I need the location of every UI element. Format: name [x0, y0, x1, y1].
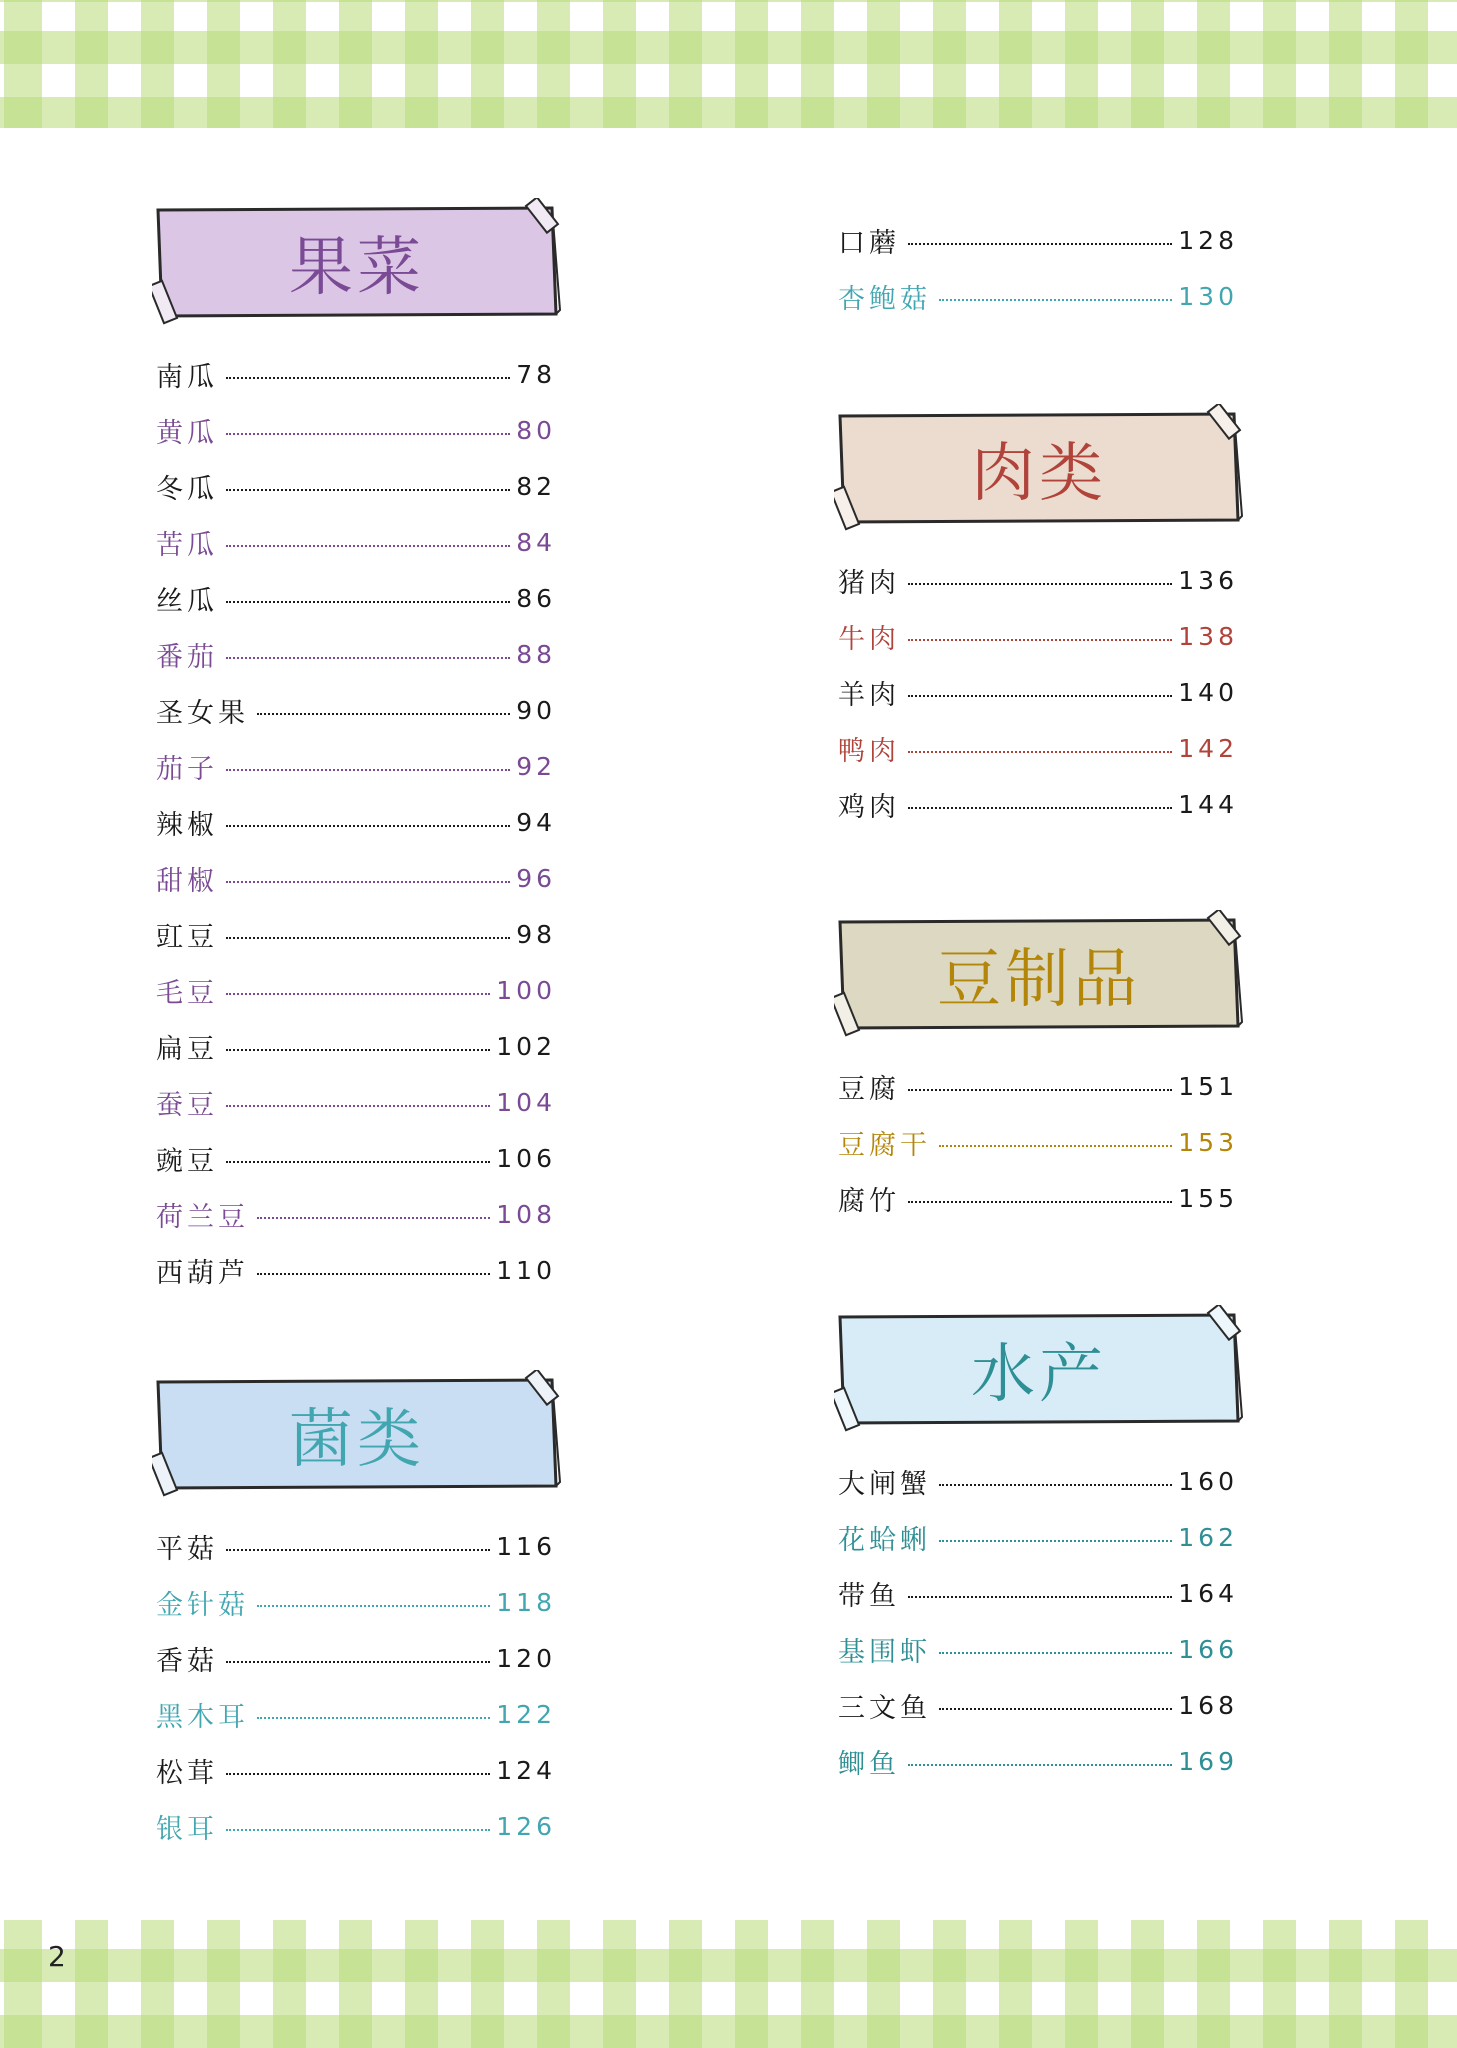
- toc-entry[interactable]: [838, 1733, 1238, 1789]
- entry-page-number: 118: [496, 1587, 556, 1617]
- entry-label: 带鱼: [838, 1580, 900, 1612]
- toc-entry[interactable]: [838, 1621, 1238, 1677]
- entry-page-number: 142: [1178, 733, 1238, 763]
- dot-leader: [257, 713, 510, 715]
- toc-entry[interactable]: [838, 776, 1238, 832]
- dot-leader: [908, 1764, 1172, 1766]
- entry-label: 腐竹: [838, 1185, 900, 1217]
- entry-page-number: 116: [496, 1531, 556, 1561]
- toc-entry[interactable]: [156, 1074, 556, 1130]
- dot-leader: [908, 1201, 1172, 1203]
- entry-label: 金针菇: [156, 1589, 249, 1621]
- toc-entry[interactable]: [156, 906, 556, 962]
- dot-leader: [226, 769, 510, 771]
- section-roulei: [838, 404, 1238, 823]
- section-title-shuichan: 水产: [971, 1338, 1107, 1412]
- section-title-roulei: 肉类: [971, 437, 1107, 511]
- entry-label: 豆腐: [838, 1073, 900, 1105]
- entry-label: 基围虾: [838, 1636, 931, 1668]
- entry-page-number: 126: [496, 1811, 556, 1841]
- toc-entry[interactable]: [156, 1742, 556, 1798]
- section-douzhipin: [838, 910, 1238, 1217]
- entry-page-number: 128: [1178, 225, 1238, 255]
- entry-page-number: 155: [1178, 1183, 1238, 1213]
- entry-label: 平菇: [156, 1533, 218, 1565]
- entry-label: 香菇: [156, 1645, 218, 1677]
- section-banner-douzhipin: [834, 910, 1254, 1038]
- dot-leader: [226, 657, 510, 659]
- entry-page-number: 86: [516, 583, 556, 613]
- section-banner-shuichan: [834, 1305, 1254, 1433]
- dot-leader: [226, 1773, 490, 1775]
- toc-entry[interactable]: [838, 1509, 1238, 1565]
- section-title-junlei: 菌类: [289, 1403, 425, 1477]
- toc-entry[interactable]: [838, 1058, 1238, 1114]
- entry-page-number: 110: [496, 1255, 556, 1285]
- entry-page-number: 169: [1178, 1746, 1238, 1776]
- entry-list-roulei: [838, 552, 1238, 832]
- toc-entry[interactable]: [156, 1686, 556, 1742]
- dot-leader: [257, 1717, 490, 1719]
- toc-entry[interactable]: [838, 268, 1238, 324]
- entry-page-number: 78: [516, 359, 556, 389]
- entry-label: 豇豆: [156, 921, 218, 953]
- dot-leader: [908, 639, 1172, 641]
- entry-page-number: 153: [1178, 1127, 1238, 1157]
- toc-entry[interactable]: [156, 682, 556, 738]
- dot-leader: [226, 1661, 490, 1663]
- entry-page-number: 96: [516, 863, 556, 893]
- dot-leader: [908, 751, 1172, 753]
- checkered-bottom-band: [0, 1920, 1457, 2048]
- dot-leader: [908, 1089, 1172, 1091]
- toc-entry[interactable]: [838, 552, 1238, 608]
- toc-entry[interactable]: [156, 794, 556, 850]
- toc-entry[interactable]: [156, 514, 556, 570]
- entry-page-number: 164: [1178, 1578, 1238, 1608]
- toc-entry[interactable]: [156, 850, 556, 906]
- toc-entry[interactable]: [838, 1453, 1238, 1509]
- entry-page-number: 136: [1178, 565, 1238, 595]
- entry-label: 甜椒: [156, 865, 218, 897]
- entry-page-number: 104: [496, 1087, 556, 1117]
- entry-page-number: 138: [1178, 621, 1238, 651]
- entry-page-number: 166: [1178, 1634, 1238, 1664]
- entry-page-number: 168: [1178, 1690, 1238, 1720]
- entry-label: 松茸: [156, 1757, 218, 1789]
- toc-entry[interactable]: [838, 1114, 1238, 1170]
- dot-leader: [226, 825, 510, 827]
- entry-label: 大闸蟹: [838, 1468, 931, 1500]
- entry-label: 杏鲍菇: [838, 283, 931, 315]
- dot-leader: [939, 1708, 1172, 1710]
- dot-leader: [226, 1549, 490, 1551]
- section-shuichan: [838, 1305, 1238, 1780]
- entry-page-number: 151: [1178, 1071, 1238, 1101]
- checkered-top-band: [0, 0, 1457, 128]
- dot-leader: [226, 489, 510, 491]
- entry-label: 黄瓜: [156, 417, 218, 449]
- entry-page-number: 122: [496, 1699, 556, 1729]
- entry-label: 鸭肉: [838, 735, 900, 767]
- section-title-douzhipin: 豆制品: [937, 943, 1141, 1017]
- toc-entry[interactable]: [838, 1170, 1238, 1226]
- entry-label: 圣女果: [156, 697, 249, 729]
- entry-page-number: 102: [496, 1031, 556, 1061]
- section-junlei: [156, 1370, 556, 1845]
- entry-list-shuichan: [838, 1453, 1238, 1789]
- section-guocai: [156, 198, 556, 1289]
- toc-entry[interactable]: [156, 346, 556, 402]
- toc-entry[interactable]: [156, 738, 556, 794]
- section-banner-junlei: [152, 1370, 572, 1498]
- dot-leader: [226, 1829, 490, 1831]
- dot-leader: [226, 433, 510, 435]
- toc-entry[interactable]: [156, 1574, 556, 1630]
- dot-leader: [908, 583, 1172, 585]
- entry-label: 口蘑: [838, 227, 900, 259]
- toc-entry[interactable]: [156, 1186, 556, 1242]
- toc-entry[interactable]: [156, 1018, 556, 1074]
- dot-leader: [226, 1049, 490, 1051]
- entry-page-number: 90: [516, 695, 556, 725]
- entry-label: 茄子: [156, 753, 218, 785]
- entry-page-number: 106: [496, 1143, 556, 1173]
- entry-list-douzhipin: [838, 1058, 1238, 1226]
- entry-list-junlei-continued: [838, 212, 1238, 324]
- toc-entry[interactable]: [838, 664, 1238, 720]
- dot-leader: [939, 1652, 1172, 1654]
- section-title-guocai: 果菜: [289, 231, 425, 305]
- toc-entry[interactable]: [838, 1565, 1238, 1621]
- dot-leader: [908, 695, 1172, 697]
- entry-page-number: 84: [516, 527, 556, 557]
- entry-page-number: 124: [496, 1755, 556, 1785]
- entry-label: 毛豆: [156, 977, 218, 1009]
- toc-entry[interactable]: [838, 720, 1238, 776]
- entry-label: 南瓜: [156, 361, 218, 393]
- entry-page-number: 130: [1178, 281, 1238, 311]
- dot-leader: [226, 993, 490, 995]
- entry-label: 辣椒: [156, 809, 218, 841]
- entry-label: 豆腐干: [838, 1129, 931, 1161]
- toc-entry[interactable]: [838, 212, 1238, 268]
- entry-label: 花蛤蜊: [838, 1524, 931, 1556]
- toc-entry[interactable]: [838, 608, 1238, 664]
- entry-label: 番茄: [156, 641, 218, 673]
- dot-leader: [257, 1605, 490, 1607]
- toc-entry[interactable]: [156, 1242, 556, 1298]
- dot-leader: [939, 299, 1172, 301]
- entry-label: 西葫芦: [156, 1257, 249, 1289]
- entry-label: 苦瓜: [156, 529, 218, 561]
- dot-leader: [226, 937, 510, 939]
- dot-leader: [939, 1540, 1172, 1542]
- entry-label: 猪肉: [838, 567, 900, 599]
- toc-entry[interactable]: [156, 1518, 556, 1574]
- entry-page-number: 100: [496, 975, 556, 1005]
- entry-label: 羊肉: [838, 679, 900, 711]
- entry-page-number: 160: [1178, 1466, 1238, 1496]
- section-banner-guocai: [152, 198, 572, 326]
- dot-leader: [226, 377, 510, 379]
- entry-page-number: 82: [516, 471, 556, 501]
- entry-label: 蚕豆: [156, 1089, 218, 1121]
- entry-label: 牛肉: [838, 623, 900, 655]
- dot-leader: [908, 243, 1172, 245]
- dot-leader: [226, 881, 510, 883]
- entry-label: 三文鱼: [838, 1692, 931, 1724]
- dot-leader: [226, 601, 510, 603]
- section-banner-roulei: [834, 404, 1254, 532]
- dot-leader: [226, 545, 510, 547]
- entry-page-number: 162: [1178, 1522, 1238, 1552]
- entry-page-number: 92: [516, 751, 556, 781]
- toc-entry[interactable]: [156, 402, 556, 458]
- entry-label: 豌豆: [156, 1145, 218, 1177]
- toc-entry[interactable]: [156, 962, 556, 1018]
- entry-label: 鸡肉: [838, 791, 900, 823]
- toc-entry[interactable]: [156, 458, 556, 514]
- toc-entry[interactable]: [156, 1798, 556, 1854]
- entry-label: 鲫鱼: [838, 1748, 900, 1780]
- entry-page-number: 120: [496, 1643, 556, 1673]
- toc-entry[interactable]: [838, 1677, 1238, 1733]
- toc-entry[interactable]: [156, 1630, 556, 1686]
- entry-page-number: 140: [1178, 677, 1238, 707]
- entry-list-guocai: [156, 346, 556, 1298]
- dot-leader: [939, 1145, 1172, 1147]
- entry-page-number: 88: [516, 639, 556, 669]
- entry-label: 黑木耳: [156, 1701, 249, 1733]
- entry-page-number: 94: [516, 807, 556, 837]
- entry-page-number: 108: [496, 1199, 556, 1229]
- dot-leader: [257, 1273, 490, 1275]
- dot-leader: [939, 1484, 1172, 1486]
- dot-leader: [226, 1161, 490, 1163]
- entry-list-junlei: [156, 1518, 556, 1854]
- dot-leader: [226, 1105, 490, 1107]
- entry-label: 扁豆: [156, 1033, 218, 1065]
- toc-entry[interactable]: [156, 626, 556, 682]
- entry-page-number: 98: [516, 919, 556, 949]
- entry-label: 丝瓜: [156, 585, 218, 617]
- toc-entry[interactable]: [156, 1130, 556, 1186]
- dot-leader: [908, 807, 1172, 809]
- entry-label: 冬瓜: [156, 473, 218, 505]
- entry-label: 银耳: [156, 1813, 218, 1845]
- page-number: 2: [48, 1940, 66, 1973]
- dot-leader: [908, 1596, 1172, 1598]
- toc-entry[interactable]: [156, 570, 556, 626]
- dot-leader: [257, 1217, 490, 1219]
- entry-page-number: 144: [1178, 789, 1238, 819]
- entry-label: 荷兰豆: [156, 1201, 249, 1233]
- entry-page-number: 80: [516, 415, 556, 445]
